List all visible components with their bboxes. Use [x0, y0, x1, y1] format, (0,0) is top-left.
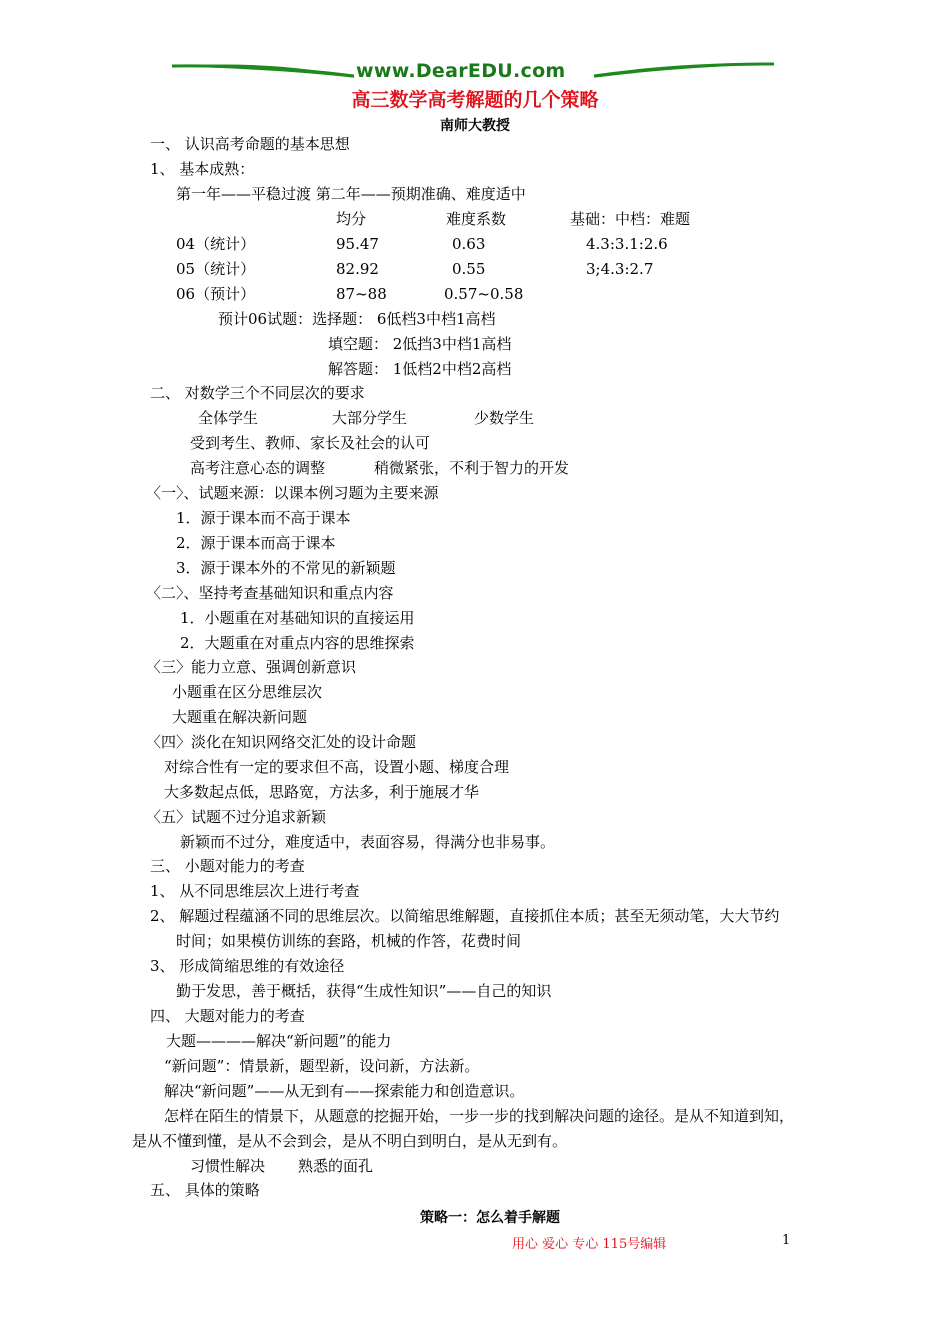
text-line: 是从不懂到懂，是从不会到会，是从不明白到明白，是从无到有。	[132, 1132, 568, 1150]
author-line: 南师大教授	[440, 118, 510, 134]
text-line: 时间；如果模仿训练的套路，机械的作答，花费时间	[176, 932, 522, 950]
text-line: 解决“新问题”——从无到有——探索能力和创造意识。	[164, 1082, 525, 1100]
table-cell: 05（统计）	[176, 260, 256, 278]
text-line: 全体学生	[198, 409, 259, 427]
table-cell: 0.63	[452, 235, 486, 253]
list-item: 1、 基本成熟：	[150, 160, 255, 178]
text-line: 大多数起点低，思路宽，方法多，利于施展才华	[164, 783, 480, 801]
text-line: 稍微紧张，不利于智力的开发	[374, 459, 570, 477]
subsection-heading: 〈三〉能力立意、强调创新意识	[146, 658, 357, 676]
text-line: 对综合性有一定的要求但不高，设置小题、梯度合理	[164, 758, 510, 776]
text-line: 大题重在解决新问题	[172, 708, 308, 726]
text-line: 勤于发思，善于概括，获得“生成性知识”——自己的知识	[176, 982, 552, 1000]
table-cell: 04（统计）	[176, 235, 256, 253]
text-line: 填空题： 2低挡3中档1高档	[328, 335, 512, 353]
page-title: 高三数学高考解题的几个策略	[351, 89, 599, 111]
page-number: 1	[782, 1233, 791, 1248]
table-cell: 4.3:3.1:2.6	[586, 235, 668, 253]
table-header-cell: 基础：中档：难题	[570, 210, 691, 228]
text-line: “新问题”：情景新，题型新，设问新，方法新。	[164, 1057, 480, 1075]
section-heading: 二、 对数学三个不同层次的要求	[150, 384, 365, 402]
list-item: 1．小题重在对基础知识的直接运用	[180, 609, 415, 627]
text-line: 小题重在区分思维层次	[172, 683, 323, 701]
text-line: 受到考生、教师、家长及社会的认可	[190, 434, 431, 452]
list-item: 1、 从不同思维层次上进行考查	[150, 882, 360, 900]
section-heading: 四、 大题对能力的考查	[150, 1007, 305, 1025]
subsection-heading: 〈五〉试题不过分追求新颖	[146, 808, 327, 826]
table-header-cell: 难度系数	[446, 210, 507, 228]
table-cell: 3;4.3:2.7	[586, 260, 654, 278]
text-line: 新颖而不过分，难度适中，表面容易，得满分也非易事。	[180, 833, 556, 851]
subsection-heading: 〈四〉淡化在知识网络交汇处的设计命题	[146, 733, 417, 751]
list-item: 2、 解题过程蕴涵不同的思维层次。以简缩思维解题，直接抓住本质；甚至无须动笔，大大节约	[150, 907, 780, 925]
list-item: 2．源于课本而高于课本	[176, 534, 336, 552]
text-line: 大题————解决“新问题”的能力	[166, 1032, 392, 1050]
table-cell: 82.92	[336, 260, 379, 278]
list-item: 3．源于课本外的不常见的新颖题	[176, 559, 396, 577]
text-line: 怎样在陌生的情景下，从题意的挖掘开始，一步一步的找到解决问题的途径。是从不知道到知，	[164, 1107, 795, 1125]
section-heading: 一、 认识高考命题的基本思想	[150, 135, 350, 153]
table-cell: 87~88	[336, 285, 387, 303]
site-logo-text: www.DearEDU.com	[356, 60, 566, 82]
subsection-heading: 〈二〉、坚持考查基础知识和重点内容	[146, 584, 394, 602]
table-cell: 0.55	[452, 260, 486, 278]
table-cell: 06（预计）	[176, 285, 256, 303]
subsection-heading: 〈一〉、试题来源：以课本例习题为主要来源	[146, 484, 439, 502]
text-line: 大部分学生	[332, 409, 408, 427]
list-item: 3、 形成简缩思维的有效途径	[150, 957, 345, 975]
text-line: 预计06试题：选择题： 6低档3中档1高档	[218, 310, 496, 328]
text-line: 第一年——平稳过渡 第二年——预期准确、难度适中	[176, 185, 526, 203]
text-line: 熟悉的面孔	[298, 1157, 374, 1175]
footer-text: 用心 爱心 专心 115号编辑	[512, 1237, 667, 1252]
text-line: 高考注意心态的调整	[190, 459, 326, 477]
strategy-heading: 策略一：怎么着手解题	[420, 1210, 560, 1226]
list-item: 1．源于课本而不高于课本	[176, 509, 351, 527]
table-cell: 95.47	[336, 235, 379, 253]
section-heading: 五、 具体的策略	[150, 1181, 260, 1199]
list-item: 2．大题重在对重点内容的思维探索	[180, 634, 415, 652]
text-line: 少数学生	[474, 409, 535, 427]
text-line: 解答题： 1低档2中档2高档	[328, 360, 512, 378]
section-heading: 三、 小题对能力的考查	[150, 857, 305, 875]
text-line: 习惯性解决	[190, 1157, 266, 1175]
table-header-cell: 均分	[336, 210, 367, 228]
table-cell: 0.57~0.58	[444, 285, 524, 303]
